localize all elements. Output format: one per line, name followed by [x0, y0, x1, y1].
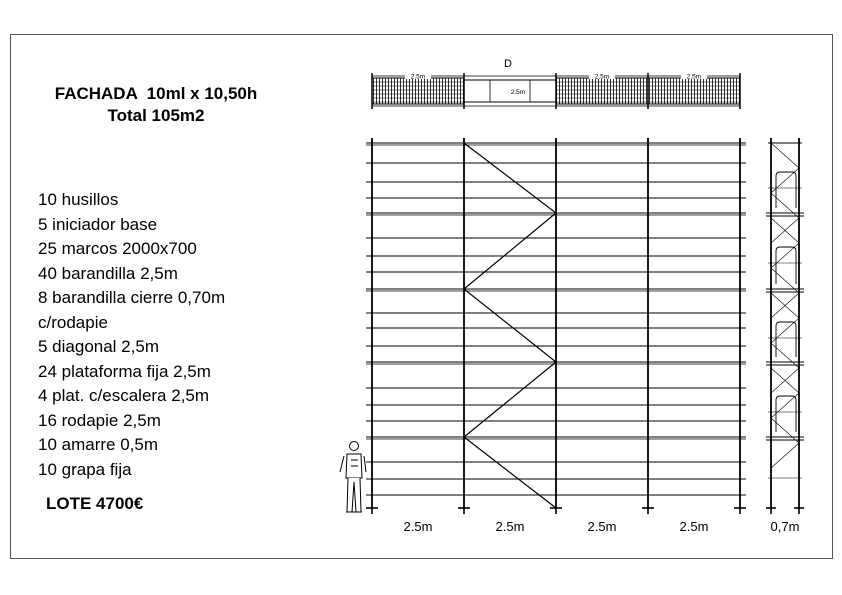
material-item: 5 iniciador base [38, 214, 158, 234]
material-item: 40 barandilla 2,5m [38, 263, 178, 283]
material-item: 10 amarre 0,5m [38, 435, 158, 454]
plan-platform-bay [648, 78, 740, 104]
front-elevation [366, 138, 746, 514]
material-item: 10 grapa fija [38, 459, 132, 479]
drawing-title: FACHADA 10ml x 10,50h [54, 84, 258, 103]
drawing-subtitle: Total 105m2 [107, 106, 205, 125]
bay-dimension-label: 2.5m [587, 519, 617, 534]
material-item: 5 diagonal 2,5m [38, 337, 159, 356]
material-item: 4 plat. c/escalera 2,5m [38, 386, 210, 405]
material-item: 25 marcos 2000x700 [38, 239, 197, 258]
material-item: 16 rodapie 2,5m [38, 410, 161, 430]
plan-bay-label: 2.5m [594, 73, 610, 81]
lot-price: LOTE 4700€ [46, 494, 144, 513]
plan-marker: D [504, 58, 512, 70]
side-elevation [766, 138, 804, 514]
material-item: 8 barandilla cierre 0,70m [38, 288, 226, 307]
material-item: c/rodapie [38, 312, 108, 332]
material-item: 24 plataforma fija 2,5m [38, 361, 211, 381]
side-dimension-label: 0,7m [770, 519, 800, 534]
plan-opening-label: 2.5m [510, 89, 526, 96]
plan-platform-bay [556, 78, 648, 104]
plan-platform-bay [372, 78, 464, 104]
plan-bay-label: 2.5m [410, 73, 426, 81]
bay-dimension-label: 2.5m [403, 519, 433, 534]
bay-dimension-label: 2.5m [679, 519, 709, 534]
plan-view [372, 58, 740, 109]
material-item: 10 husillos [38, 190, 119, 209]
plan-bay-label: 2.5m [686, 73, 702, 81]
person-figure [340, 442, 366, 513]
bay-dimension-label: 2.5m [495, 519, 525, 534]
